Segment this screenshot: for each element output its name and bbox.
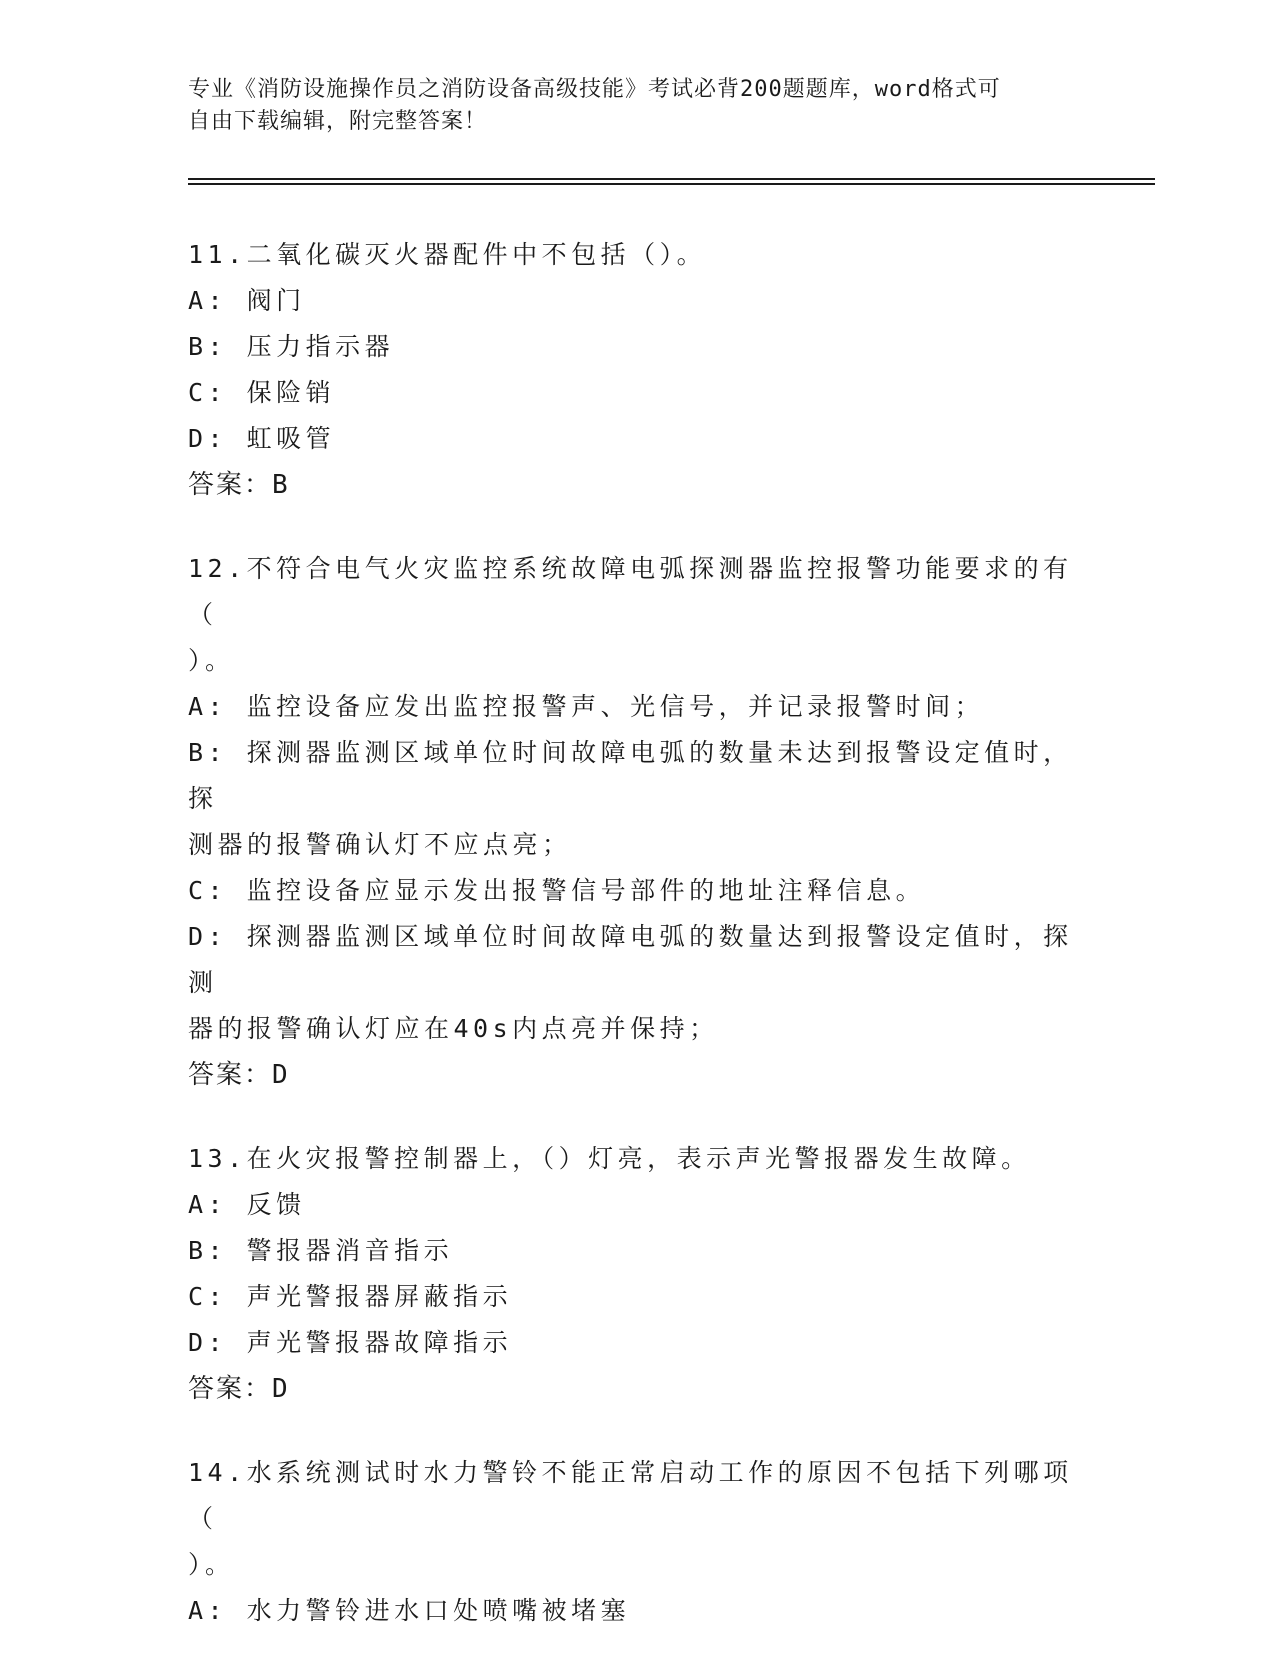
question-stem: ）。 [188, 1550, 235, 1579]
question-block [188, 232, 1088, 508]
answer-text: 答案：B [188, 470, 290, 500]
header-line-1: 专业《消防设施操作员之消防设备高级技能》考试必背200题题库，word格式可 [188, 77, 1001, 102]
question-stem: 11.二氧化碳灭火器配件中不包括（）。 [188, 240, 707, 269]
option-text: A: 阀门 [188, 286, 306, 315]
option-text: B: 警报器消音指示 [188, 1236, 454, 1265]
option-text: D: 声光警报器故障指示 [188, 1328, 513, 1357]
question-stem: ）。 [188, 646, 235, 675]
header-line-2: 自由下载编辑，附完整答案！ [188, 109, 488, 134]
option-text: B: 探测器监测区域单位时间故障电弧的数量未达到报警设定值时，探 [188, 738, 1073, 813]
document-header [188, 74, 1088, 138]
question-stem: 13.在火灾报警控制器上，（）灯亮，表示声光警报器发生故障。 [188, 1144, 1031, 1173]
question-block [188, 1450, 1088, 1634]
question-block [188, 546, 1088, 1098]
option-text: A: 反馈 [188, 1190, 306, 1219]
answer-text: 答案：D [188, 1374, 290, 1404]
option-text: A: 水力警铃进水口处喷嘴被堵塞 [188, 1596, 631, 1625]
option-text: C: 保险销 [188, 378, 336, 407]
option-text: 测器的报警确认灯不应点亮； [188, 830, 572, 859]
option-text: 器的报警确认灯应在40s内点亮并保持； [188, 1014, 719, 1043]
option-text: C: 监控设备应显示发出报警信号部件的地址注释信息。 [188, 876, 926, 905]
question-block [188, 1136, 1088, 1412]
question-list [188, 232, 1088, 1672]
answer-text: 答案：D [188, 1060, 290, 1090]
header-divider-bottom [188, 183, 1155, 185]
option-text: B: 压力指示器 [188, 332, 395, 361]
option-text: D: 虹吸管 [188, 424, 336, 453]
question-stem: 12.不符合电气火灾监控系统故障电弧探测器监控报警功能要求的有（ [188, 554, 1073, 629]
option-text: D: 探测器监测区域单位时间故障电弧的数量达到报警设定值时，探测 [188, 922, 1073, 997]
option-text: A: 监控设备应发出监控报警声、光信号，并记录报警时间； [188, 692, 985, 721]
header-divider-top [188, 178, 1155, 180]
option-text: C: 声光警报器屏蔽指示 [188, 1282, 513, 1311]
question-stem: 14.水系统测试时水力警铃不能正常启动工作的原因不包括下列哪项（ [188, 1458, 1073, 1533]
